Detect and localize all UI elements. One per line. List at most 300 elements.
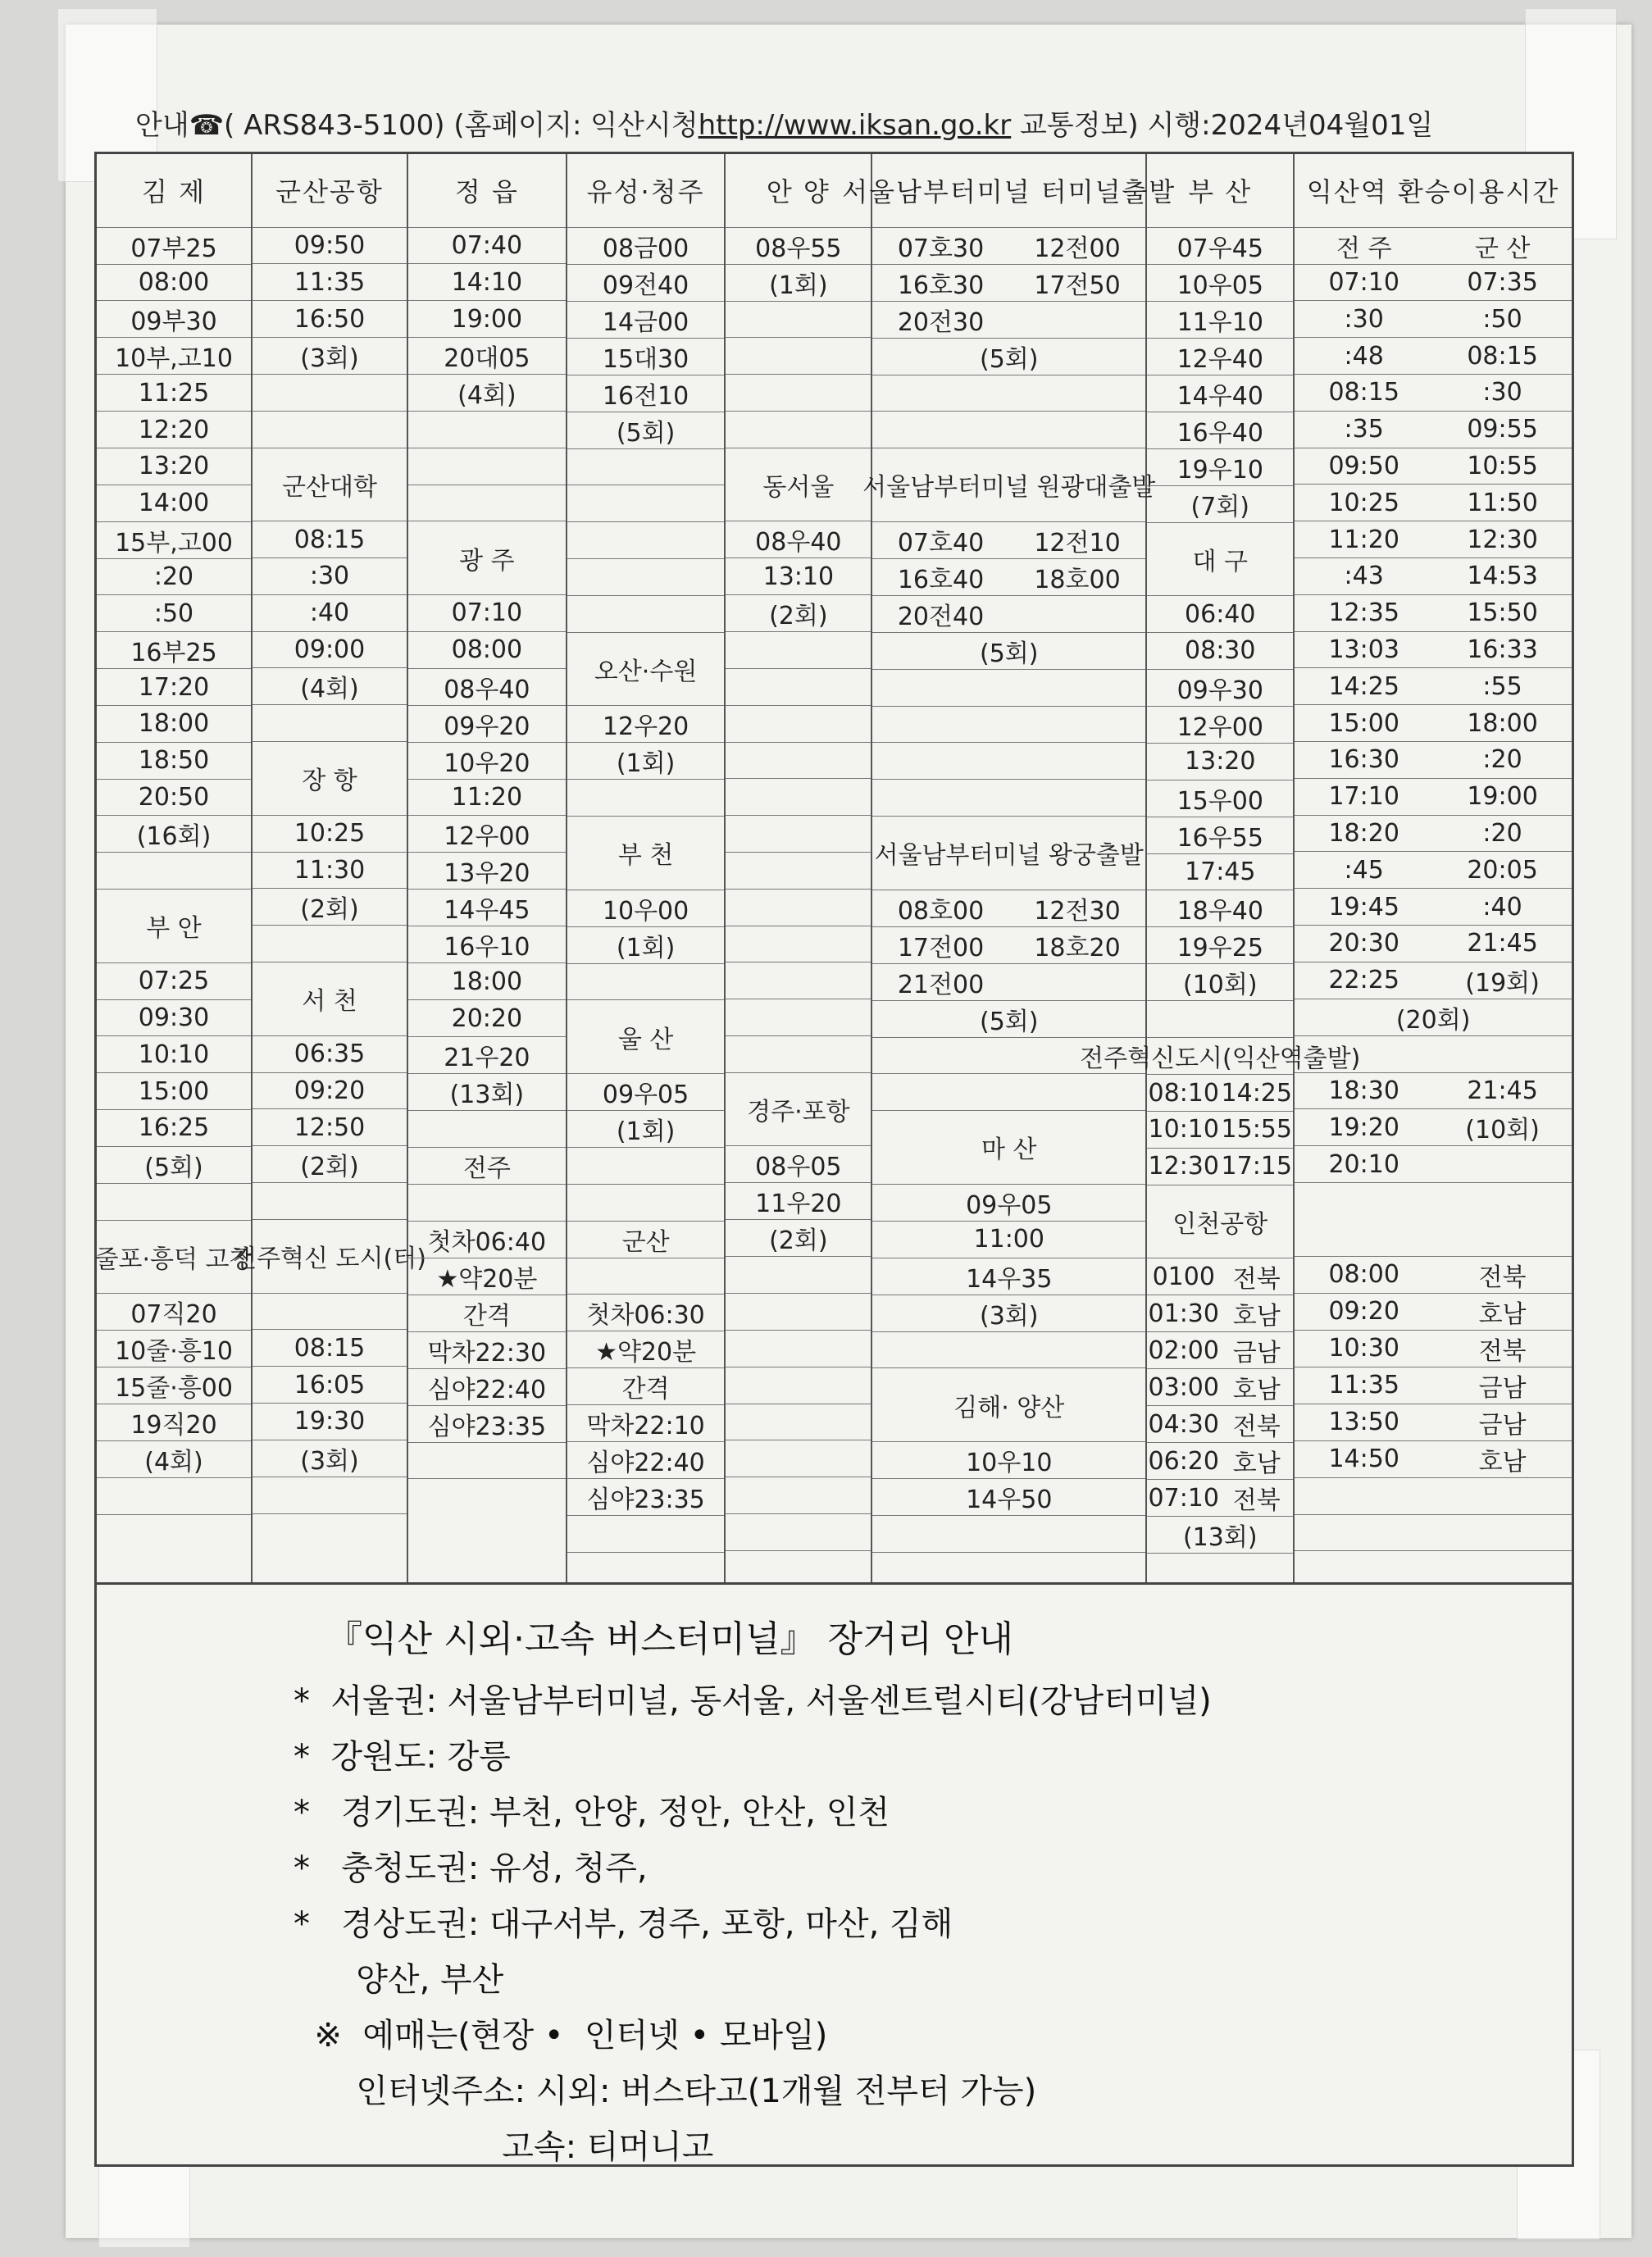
schedule-cell: 19우10	[1147, 449, 1293, 486]
schedule-cell	[726, 706, 871, 743]
schedule-cell: 대 구	[1147, 523, 1293, 597]
schedule-cell	[408, 485, 566, 522]
schedule-cell: (16회)	[97, 816, 251, 853]
schedule-cell: 울 산	[567, 1000, 725, 1074]
schedule-cell: 08:00	[97, 265, 251, 302]
schedule-subcell: 14:50	[1328, 1445, 1399, 1474]
schedule-subcell: 19:20	[1328, 1113, 1399, 1142]
schedule-subcell: 17:15	[1221, 1152, 1292, 1181]
schedule-cell: 10우10	[872, 1442, 1145, 1479]
schedule-cell: (3회)	[872, 1295, 1145, 1332]
schedule-subcell: 10:25	[1328, 488, 1399, 517]
schedule-cell	[408, 1185, 566, 1222]
poster-header	[135, 102, 1433, 143]
schedule-cell: 13:20	[97, 448, 251, 485]
schedule-subcell: 전북	[1232, 1413, 1281, 1442]
schedule-cell: 16우40	[1147, 412, 1293, 449]
schedule-cell: 16우10	[408, 926, 566, 963]
schedule-cell	[872, 1332, 1145, 1369]
schedule-cell: 18우40	[1147, 890, 1293, 927]
schedule-cell: 14우50	[872, 1479, 1145, 1516]
schedule-cell: 서 천	[253, 962, 407, 1036]
info-title: 『익산 시외·고속 버스터미널』 장거리 안내	[326, 1618, 1013, 1660]
schedule-subcell: 04:30	[1148, 1409, 1219, 1439]
schedule-cell	[253, 705, 407, 742]
schedule-subcell: 19:45	[1328, 892, 1399, 921]
schedule-cell	[726, 412, 871, 448]
header-info: 안내☎( ARS843-5100) (홈페이지: 익산시청	[135, 109, 699, 142]
schedule-column-1	[94, 154, 253, 1582]
schedule-cell	[726, 1331, 871, 1367]
schedule-subcell: 20전40	[897, 602, 985, 631]
info-line: ※ 예매는(현장 • 인터넷 • 모바일)	[294, 2017, 828, 2055]
schedule-column-4	[567, 154, 726, 1582]
schedule-subcell: 20전30	[897, 307, 985, 337]
schedule-subcell: 0100	[1152, 1262, 1215, 1291]
schedule-subcell: 금남	[1478, 1373, 1527, 1403]
schedule-cell	[1295, 1367, 1572, 1404]
schedule-cell	[1147, 1332, 1293, 1369]
schedule-cell: 17:20	[97, 669, 251, 706]
schedule-cell	[726, 1477, 871, 1514]
schedule-cell: 13:10	[726, 558, 871, 595]
schedule-subcell: 호남	[1478, 1447, 1527, 1477]
schedule-cell	[1295, 1073, 1572, 1110]
schedule-subcell: 16:33	[1467, 635, 1538, 664]
schedule-cell	[1295, 338, 1572, 375]
schedule-cell	[726, 779, 871, 816]
schedule-cell: 14:10	[408, 264, 566, 301]
schedule-cell: 부 안	[97, 890, 251, 963]
column-header: 유성·청주	[567, 154, 725, 228]
schedule-cell: 12:50	[253, 1109, 407, 1146]
schedule-subcell: 호남	[1232, 1302, 1281, 1331]
schedule-cell: 16:50	[253, 301, 407, 338]
header-effective-date: 교통정보) 시행:2024년04월01일	[1011, 109, 1434, 142]
info-line: * 경상도권: 대구서부, 경주, 포항, 마산, 김해	[294, 1905, 953, 1943]
info-line: 인터넷주소: 시외: 버스타고(1개월 전부터 가능)	[294, 2073, 1037, 2110]
schedule-cell	[1295, 742, 1572, 779]
schedule-cell: 오산·수원	[567, 633, 725, 707]
schedule-cell	[872, 670, 1145, 707]
schedule-subcell: 09:55	[1467, 415, 1538, 444]
schedule-cell	[1295, 1257, 1572, 1294]
schedule-cell: (13회)	[1147, 1517, 1293, 1554]
schedule-subcell: :20	[1482, 818, 1522, 848]
schedule-cell: 08우05	[726, 1146, 871, 1183]
schedule-cell	[872, 375, 1145, 412]
schedule-cell: 막차22:30	[408, 1332, 566, 1369]
info-line: 양산, 부산	[294, 1961, 504, 1999]
schedule-cell: 서울남부터미널 원광대출발	[872, 448, 1145, 522]
schedule-column-7	[1080, 154, 1361, 1582]
schedule-subcell: 15:50	[1467, 598, 1538, 628]
schedule-cell	[726, 338, 871, 375]
schedule-cell	[1295, 375, 1572, 412]
schedule-cell	[253, 412, 407, 448]
schedule-cell: 간격	[567, 1368, 725, 1405]
schedule-cell	[872, 522, 1145, 559]
schedule-cell: 21우20	[408, 1037, 566, 1074]
schedule-cell: (10회)	[1147, 964, 1293, 1001]
schedule-subcell: 15:55	[1221, 1115, 1292, 1144]
schedule-cell: 15대30	[567, 339, 725, 375]
schedule-cell: (5회)	[872, 633, 1145, 670]
schedule-cell	[726, 926, 871, 963]
schedule-cell	[872, 964, 1145, 1001]
schedule-cell: 08우55	[726, 228, 871, 265]
schedule-cell	[567, 596, 725, 633]
schedule-cell	[567, 1516, 725, 1553]
schedule-subcell: 17:10	[1328, 782, 1399, 812]
schedule-cell	[872, 596, 1145, 633]
schedule-cell	[726, 1036, 871, 1073]
schedule-subcell: 09:20	[1328, 1297, 1399, 1326]
schedule-cell	[253, 1183, 407, 1220]
schedule-cell: (3회)	[253, 338, 407, 375]
schedule-cell	[1295, 1478, 1572, 1515]
schedule-subcell: :50	[1482, 304, 1522, 334]
schedule-cell	[1295, 926, 1572, 962]
schedule-cell: 18:00	[408, 963, 566, 1000]
schedule-cell	[567, 1258, 725, 1295]
schedule-subcell: 16호40	[897, 565, 985, 594]
schedule-cell: 08:30	[1147, 633, 1293, 670]
schedule-cell: (2회)	[253, 889, 407, 926]
schedule-subcell: 11:20	[1328, 525, 1399, 554]
schedule-subcell: 20:30	[1328, 929, 1399, 958]
schedule-subcell: 18호20	[1034, 933, 1121, 962]
schedule-cell: 줄포·흥덕 고창	[97, 1221, 251, 1295]
schedule-cell	[253, 1477, 407, 1514]
schedule-cell	[726, 1551, 871, 1588]
schedule-cell	[872, 1553, 1145, 1590]
schedule-cell: 동서울	[726, 448, 871, 522]
schedule-cell	[1295, 632, 1572, 669]
schedule-subcell: 금남	[1232, 1339, 1281, 1368]
schedule-cell	[567, 780, 725, 817]
schedule-cell: (1회)	[567, 927, 725, 964]
schedule-subcell: 12전10	[1034, 528, 1121, 557]
schedule-cell: 08우40	[408, 669, 566, 706]
schedule-cell: 전주혁신도시(익산역출발)	[1147, 1038, 1293, 1075]
schedule-cell: 12우00	[408, 816, 566, 853]
schedule-cell: 07우45	[1147, 228, 1293, 265]
schedule-subcell: 07:10	[1148, 1483, 1219, 1513]
website-url: http://www.iksan.go.kr	[698, 109, 1012, 142]
schedule-cell: (1회)	[567, 743, 725, 780]
schedule-cell: (2회)	[253, 1146, 407, 1183]
schedule-cell	[1295, 889, 1572, 926]
schedule-cell	[408, 448, 566, 485]
schedule-cell	[567, 522, 725, 559]
schedule-subcell: :30	[1482, 378, 1522, 407]
schedule-subcell: 02:00	[1148, 1336, 1219, 1365]
schedule-cell	[1295, 485, 1572, 521]
schedule-subcell: 07호30	[897, 234, 985, 263]
info-line: * 서울권: 서울남부터미널, 동서울, 서울센트럴시티(강남터미널)	[294, 1682, 1212, 1720]
schedule-cell: ★약20분	[408, 1258, 566, 1295]
schedule-cell: 10:25	[253, 816, 407, 853]
schedule-cell: (5회)	[872, 339, 1145, 375]
schedule-cell	[1295, 595, 1572, 632]
schedule-column-8	[1295, 154, 1572, 1582]
schedule-cell: 18:00	[97, 706, 251, 743]
schedule-cell: 07직20	[97, 1294, 251, 1331]
schedule-cell: 12:20	[97, 412, 251, 448]
schedule-cell	[1295, 1294, 1572, 1331]
schedule-cell: (1회)	[567, 1111, 725, 1148]
schedule-subcell: 08호00	[897, 896, 985, 926]
schedule-cell: 20:20	[408, 1000, 566, 1037]
column-header: 안 양	[726, 154, 871, 228]
schedule-cell	[1147, 1149, 1293, 1185]
schedule-subcell: 09:50	[1328, 451, 1399, 480]
schedule-cell: (5회)	[872, 1001, 1145, 1038]
schedule-cell: 20대05	[408, 338, 566, 375]
schedule-cell: 10우05	[1147, 265, 1293, 302]
schedule-cell	[872, 559, 1145, 596]
schedule-cell	[567, 485, 725, 522]
schedule-cell: 06:35	[253, 1036, 407, 1073]
schedule-cell	[726, 1367, 871, 1404]
schedule-cell: 07:25	[97, 963, 251, 1000]
schedule-cell: 15부,고00	[97, 522, 251, 559]
schedule-cell: 09우20	[408, 706, 566, 743]
schedule-cell	[1147, 1075, 1293, 1112]
schedule-cell	[1295, 448, 1572, 485]
schedule-column-3	[408, 154, 567, 1582]
schedule-cell: 19:30	[253, 1404, 407, 1440]
schedule-cell: 09우30	[1147, 670, 1293, 707]
schedule-subcell: 03:00	[1148, 1372, 1219, 1402]
schedule-cell	[1295, 852, 1572, 889]
schedule-cell: 광 주	[408, 521, 566, 595]
schedule-cell	[1295, 816, 1572, 853]
schedule-cell	[253, 926, 407, 962]
schedule-cell: 08우40	[726, 521, 871, 558]
schedule-cell	[726, 1514, 871, 1551]
schedule-cell	[253, 375, 407, 412]
schedule-cell	[872, 780, 1145, 817]
schedule-cell: (13회)	[408, 1074, 566, 1111]
schedule-subcell: 12:30	[1467, 525, 1538, 554]
schedule-subcell: 08:15	[1467, 341, 1538, 371]
schedule-cell	[567, 449, 725, 486]
schedule-cell: ★약20분	[567, 1331, 725, 1368]
schedule-cell	[872, 265, 1145, 302]
schedule-cell	[872, 890, 1145, 927]
schedule-cell: 08:15	[253, 1330, 407, 1367]
schedule-cell	[726, 375, 871, 412]
schedule-cell	[1147, 1112, 1293, 1149]
schedule-subcell: 군 산	[1474, 234, 1531, 263]
schedule-cell	[1295, 265, 1572, 302]
schedule-cell	[1295, 1146, 1572, 1183]
schedule-subcell: :30	[1344, 304, 1384, 334]
schedule-cell: 08금00	[567, 228, 725, 265]
schedule-subcell: 12:35	[1328, 598, 1399, 628]
schedule-cell	[1295, 412, 1572, 448]
schedule-cell: 19우25	[1147, 927, 1293, 964]
schedule-cell	[1295, 1441, 1572, 1478]
schedule-subcell: 12전00	[1034, 234, 1121, 263]
schedule-cell: 19직20	[97, 1404, 251, 1441]
info-line: * 충청도권: 유성, 청주,	[294, 1850, 648, 1887]
schedule-cell	[726, 816, 871, 853]
schedule-subcell: 20:05	[1467, 855, 1538, 885]
schedule-subcell: 10:55	[1467, 451, 1538, 480]
schedule-cell	[726, 1257, 871, 1294]
schedule-subcell: 14:53	[1467, 562, 1538, 591]
schedule-subcell: 17전00	[897, 933, 985, 962]
schedule-cell	[1295, 779, 1572, 816]
column-header: 김 제	[97, 154, 251, 228]
schedule-cell: 10줄·흥10	[97, 1331, 251, 1367]
schedule-cell	[567, 1185, 725, 1222]
schedule-cell: (4회)	[97, 1441, 251, 1478]
schedule-subcell: 21:45	[1467, 1076, 1538, 1105]
schedule-cell: (4회)	[408, 375, 566, 412]
schedule-subcell: 21:45	[1467, 929, 1538, 958]
schedule-cell: 15우00	[1147, 780, 1293, 817]
schedule-cell: 군산대학	[253, 448, 407, 522]
schedule-cell: 16부25	[97, 632, 251, 669]
schedule-cell: 11우10	[1147, 302, 1293, 339]
schedule-cell: (7회)	[1147, 486, 1293, 523]
schedule-cell	[1295, 1331, 1572, 1367]
schedule-cell: (5회)	[97, 1147, 251, 1184]
schedule-cell	[872, 707, 1145, 744]
schedule-cell	[872, 302, 1145, 339]
schedule-cell	[726, 853, 871, 890]
schedule-subcell: :48	[1344, 341, 1384, 371]
schedule-cell: 10부,고10	[97, 338, 251, 375]
schedule-column-5	[726, 154, 872, 1582]
schedule-cell: 전주혁신 도시(터)	[253, 1220, 407, 1294]
schedule-cell: 07:40	[408, 228, 566, 265]
schedule-cell	[1147, 1258, 1293, 1295]
schedule-cell	[1295, 228, 1572, 265]
schedule-subcell: 07:35	[1467, 267, 1538, 297]
schedule-subcell: 호남	[1232, 1449, 1281, 1479]
schedule-subcell: 호남	[1478, 1299, 1527, 1329]
long-distance-info	[94, 1585, 1574, 2167]
schedule-cell: 15줄·흥00	[97, 1367, 251, 1404]
info-line: 고속: 티머니고	[294, 2128, 714, 2166]
schedule-subcell: 15:00	[1328, 708, 1399, 738]
schedule-subcell: 06:20	[1148, 1446, 1219, 1476]
schedule-subcell: :43	[1344, 562, 1384, 591]
schedule-cell	[726, 1440, 871, 1477]
schedule-subcell: 13:03	[1328, 635, 1399, 664]
schedule-cell: 12우20	[567, 706, 725, 743]
schedule-subcell: 22:25	[1328, 966, 1399, 995]
schedule-cell	[872, 1074, 1145, 1111]
schedule-cell	[408, 1443, 566, 1480]
schedule-cell	[726, 669, 871, 706]
schedule-cell: :20	[97, 559, 251, 596]
schedule-subcell: 14:25	[1328, 671, 1399, 701]
schedule-cell	[253, 1294, 407, 1331]
schedule-cell: 경주·포항	[726, 1073, 871, 1147]
schedule-cell: 16우55	[1147, 817, 1293, 854]
info-line: * 경기도권: 부천, 안양, 정안, 안산, 인천	[294, 1794, 890, 1832]
schedule-cell	[1295, 1404, 1572, 1441]
schedule-cell	[726, 1294, 871, 1331]
schedule-cell: 11:25	[97, 375, 251, 412]
schedule-cell: 14:00	[97, 485, 251, 522]
schedule-cell	[1295, 1036, 1572, 1073]
schedule-cell	[872, 1516, 1145, 1553]
schedule-cell: 서울남부터미널 왕궁출발	[872, 817, 1145, 890]
schedule-cell: 09:00	[253, 632, 407, 669]
schedule-cell: (4회)	[253, 668, 407, 705]
column-header: 부 산	[1147, 154, 1293, 228]
schedule-cell	[1147, 1369, 1293, 1406]
schedule-cell: 08:15	[253, 521, 407, 558]
schedule-subcell: 금남	[1478, 1410, 1527, 1440]
schedule-subcell: 전북	[1232, 1486, 1281, 1516]
schedule-cell: 군산	[567, 1222, 725, 1258]
schedule-cell: (20회)	[1295, 999, 1572, 1036]
schedule-cell: :50	[97, 595, 251, 632]
schedule-subcell: 12전30	[1034, 896, 1121, 926]
schedule-cell: 14우40	[1147, 375, 1293, 412]
schedule-subcell: (19회)	[1465, 968, 1540, 998]
schedule-cell	[1147, 1443, 1293, 1480]
schedule-cell: 07부25	[97, 228, 251, 265]
schedule-subcell: 18:20	[1328, 818, 1399, 848]
schedule-table	[94, 152, 1574, 1585]
schedule-column-6	[842, 154, 1176, 1582]
schedule-cell	[1295, 962, 1572, 999]
schedule-cell: 12우00	[1147, 707, 1293, 744]
schedule-cell: 심야22:40	[408, 1369, 566, 1406]
column-header: 서울남부터미널 터미널출발	[872, 154, 1145, 228]
schedule-cell: 김해· 양산	[872, 1368, 1145, 1442]
schedule-cell	[1295, 1515, 1572, 1552]
schedule-cell: (1회)	[726, 265, 871, 302]
schedule-cell: 막차22:10	[567, 1405, 725, 1442]
schedule-cell: 08:00	[408, 632, 566, 669]
schedule-cell	[1147, 1001, 1293, 1038]
schedule-cell: 11우20	[726, 1183, 871, 1220]
schedule-cell	[567, 964, 725, 1001]
schedule-cell: 마 산	[872, 1111, 1145, 1185]
schedule-cell: 10우20	[408, 743, 566, 780]
schedule-cell: 14금00	[567, 302, 725, 339]
schedule-subcell: 13:50	[1328, 1408, 1399, 1437]
schedule-subcell: :20	[1482, 745, 1522, 775]
schedule-cell: 09우05	[567, 1074, 725, 1111]
schedule-subcell: 전북	[1478, 1263, 1527, 1292]
schedule-subcell: 호남	[1232, 1376, 1281, 1405]
schedule-cell: (5회)	[567, 412, 725, 449]
schedule-subcell: 07:10	[1328, 267, 1399, 297]
schedule-subcell: 전북	[1478, 1336, 1527, 1366]
schedule-cell: 인천공항	[1147, 1185, 1293, 1259]
schedule-cell	[726, 999, 871, 1036]
schedule-cell: 심야23:35	[408, 1406, 566, 1443]
schedule-cell	[1295, 1109, 1572, 1146]
schedule-subcell: 01:30	[1148, 1299, 1219, 1328]
schedule-subcell: 08:00	[1328, 1260, 1399, 1290]
schedule-subcell: (10회)	[1465, 1116, 1540, 1145]
schedule-cell	[872, 743, 1145, 780]
schedule-cell: :30	[253, 558, 407, 595]
schedule-cell	[1147, 1295, 1293, 1332]
